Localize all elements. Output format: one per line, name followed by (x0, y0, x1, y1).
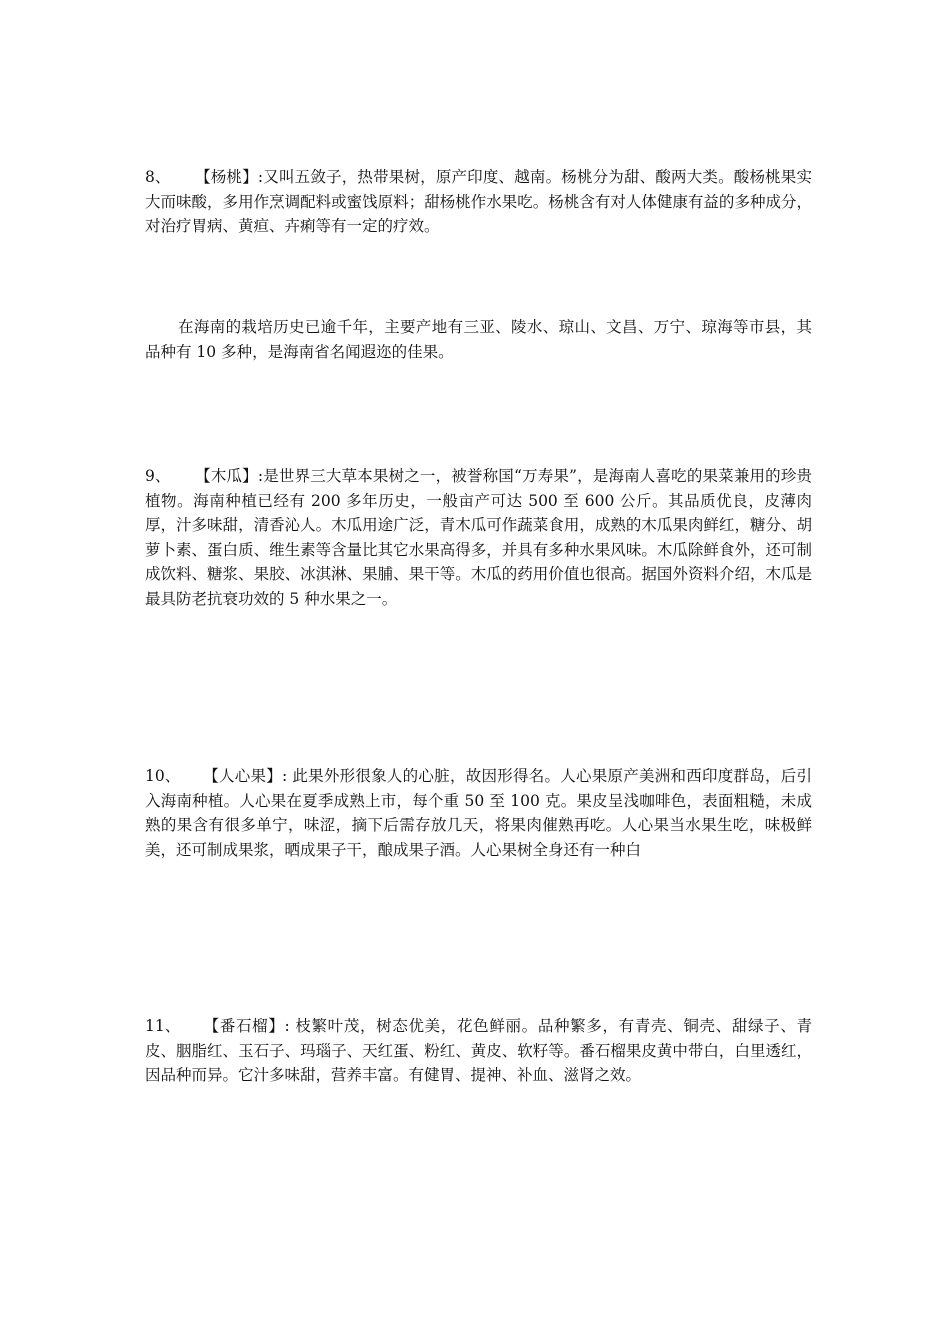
entry-guava (145, 1014, 812, 1088)
entry-number: 11、 (145, 1017, 181, 1035)
entry-text: 是世界三大草本果树之一，被誉称国“万寿果”，是海南人喜吃的果菜兼用的珍贵植物。海南种植已经有 200 多年历史，一般亩产可达 500 至 600 公斤。其品质优良，皮薄肉厚，汁多味甜，清香沁人。木瓜用途广泛，青木瓜可作蔬菜食用，成熟的木瓜果肉鲜红，糖分、胡萝卜素、蛋白质、维生素等含量比其它水果高得多，并具有多种水果风味。木瓜除鲜食外，还可制成饮料、糖浆、果胶、冰淇淋、果脯、果干等。木瓜的药用价值也很高。据国外资料介绍，木瓜是最具防老抗衰功效的 5 种水果之一。 (145, 467, 812, 608)
entry-papaya (145, 464, 812, 612)
entry-number: 10、 (145, 767, 181, 785)
entry-text: 枝繁叶茂，树态优美，花色鲜丽。品种繁多，有青壳、铜壳、甜绿子、青皮、胭脂红、玉石子、玛瑙子、天红蛋、粉红、黄皮、软籽等。番石榴果皮黄中带白，白里透红，因品种而异。它汁多味甜，营养丰富。有健胃、提神、补血、滋肾之效。 (145, 1017, 812, 1085)
entry-text: 又叫五敛子，热带果树，原产印度、越南。杨桃分为甜、酸两大类。酸杨桃果实大而味酸，多用作烹调配料或蜜饯原料；甜杨桃作水果吃。杨桃含有对人体健康有益的多种成分，对治疗胃病、黄疸、卉痢等有一定的疗效。 (145, 168, 812, 236)
entry-number: 8、 (145, 168, 171, 186)
paragraph-starfruit-history: 在海南的栽培历史已逾千年，主要产地有三亚、陵水、琼山、文昌、万宁、琼海等市县，其品种有 10 多种，是海南省名闻遐迩的佳果。 (145, 318, 812, 361)
entry-term: 【木瓜】: (195, 467, 264, 485)
entry-text: 此果外形很象人的心脏，故因形得名。人心果原产美洲和西印度群岛，后引入海南种植。人心果在夏季成熟上市，每个重 50 至 100 克。果皮呈浅咖啡色，表面粗糙，未成熟的果含有很多单宁，味涩，摘下后需存放几天，将果肉催熟再吃。人心果当水果生吃，味极鲜美，还可制成果浆，晒成果子干，酿成果子酒。人心果树全身还有一种白 (145, 767, 812, 859)
entry-sapodilla (145, 764, 812, 862)
entry-starfruit (145, 165, 812, 239)
entry-term: 【番石榴】: (203, 1017, 290, 1035)
entry-term: 【人心果】: (203, 767, 288, 785)
entry-number: 9、 (145, 467, 171, 485)
entry-term: 【杨桃】: (195, 168, 264, 186)
